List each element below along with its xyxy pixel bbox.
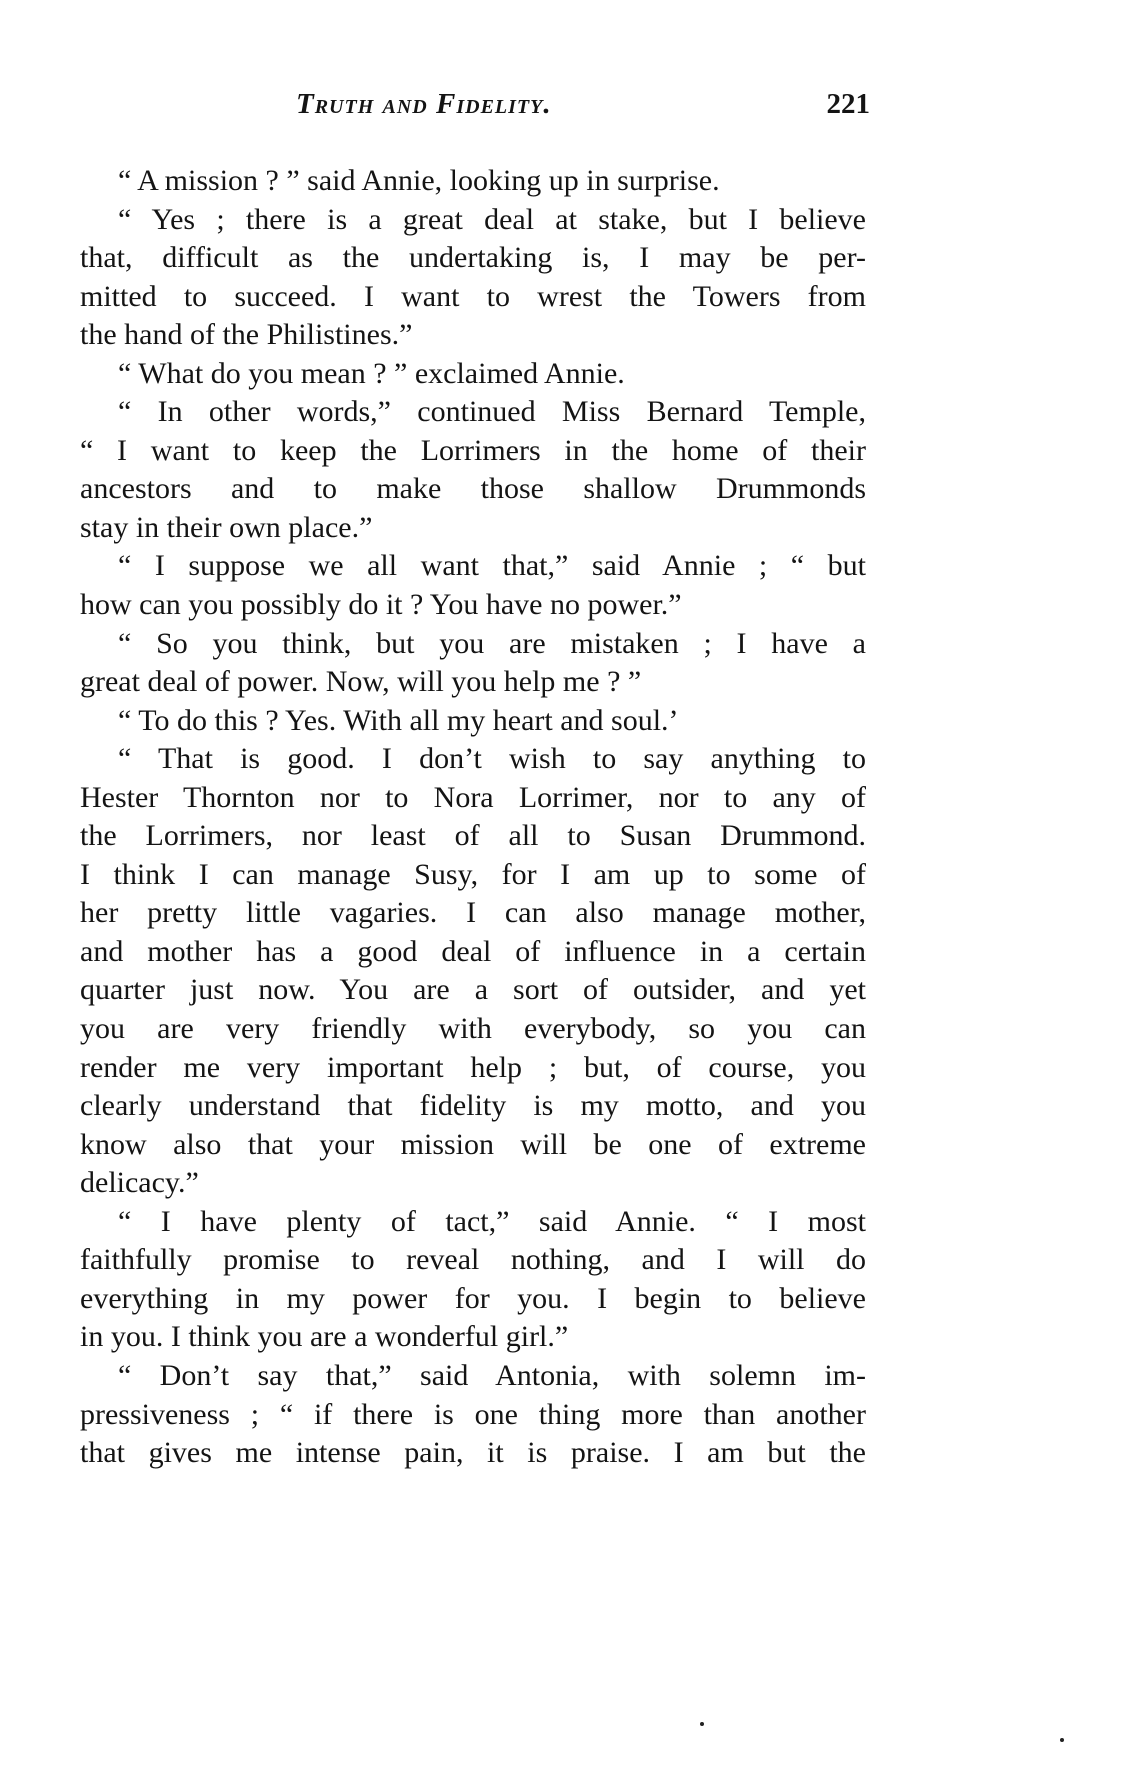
text-line: “ To do this ? Yes. With all my heart and soul.’	[118, 703, 679, 737]
text-line: “ So you think, but you are mistaken ; I have a	[118, 626, 866, 660]
text-line: in you. I think you are a wonderful girl.”	[80, 1320, 569, 1354]
text-line: the Lorrimers, nor least of all to Susan Drummond.	[80, 819, 866, 853]
text-line: “ A mission ? ” said Annie, looking up in surprise.	[118, 164, 720, 197]
text-line: everything in my power for you. I begin to believe	[80, 1281, 866, 1315]
text-line: delicacy.”	[80, 1166, 199, 1200]
text-line: that gives me intense pain, it is praise. I am but the	[80, 1436, 866, 1470]
text-line: “ Yes ; there is a great deal at stake, but I believe	[118, 202, 866, 236]
text-line: “ What do you mean ? ” exclaimed Annie.	[118, 356, 625, 390]
text-line: “ In other words,” continued Miss Bernard Temple,	[118, 395, 866, 429]
text-line: pressiveness ; “ if there is one thing more than another	[80, 1397, 866, 1431]
text-line: and mother has a good deal of influence in a certain	[80, 934, 866, 968]
text-line: I think I can manage Susy, for I am up to some of	[80, 857, 866, 891]
running-title: Truth and Fidelity.	[296, 88, 552, 120]
text-line: her pretty little vagaries. I can also manage mother,	[80, 896, 866, 930]
text-line: mitted to succeed. I want to wrest the Towers from	[80, 279, 866, 313]
text-line: quarter just now. You are a sort of outsider, and yet	[80, 973, 866, 1007]
text-line: faithfully promise to reveal nothing, and I will do	[80, 1243, 866, 1277]
text-line: great deal of power. Now, will you help me ? ”	[80, 665, 642, 699]
text-line: that, difficult as the undertaking is, I may be per-	[80, 241, 866, 275]
text-line: ancestors and to make those shallow Drummonds	[80, 472, 866, 506]
text-line: “ I want to keep the Lorrimers in the home of their	[80, 433, 866, 467]
text-line: know also that your mission will be one of extreme	[80, 1127, 866, 1161]
text-line: “ I have plenty of tact,” said Annie. “ I most	[118, 1204, 866, 1238]
text-line: “ That is good. I don’t wish to say anything to	[118, 742, 866, 776]
text-line: you are very friendly with everybody, so you can	[80, 1012, 866, 1046]
running-head	[80, 88, 880, 128]
text-line: the hand of the Philistines.”	[80, 318, 413, 352]
text-line: “ Don’t say that,” said Antonia, with solemn im-	[118, 1358, 866, 1392]
speck-mark	[1060, 1738, 1064, 1742]
page-number: 221	[826, 88, 870, 120]
text-line: clearly understand that fidelity is my motto, and you	[80, 1089, 866, 1123]
text-line: render me very important help ; but, of course, you	[80, 1050, 866, 1084]
text-line: “ I suppose we all want that,” said Annie ; “ but	[118, 549, 866, 583]
text-line: how can you possibly do it ? You have no power.”	[80, 588, 682, 622]
speck-mark	[700, 1722, 704, 1726]
text-line: stay in their own place.”	[80, 510, 373, 544]
body-text	[80, 162, 866, 1473]
text-line: Hester Thornton nor to Nora Lorrimer, nor to any of	[80, 780, 866, 814]
